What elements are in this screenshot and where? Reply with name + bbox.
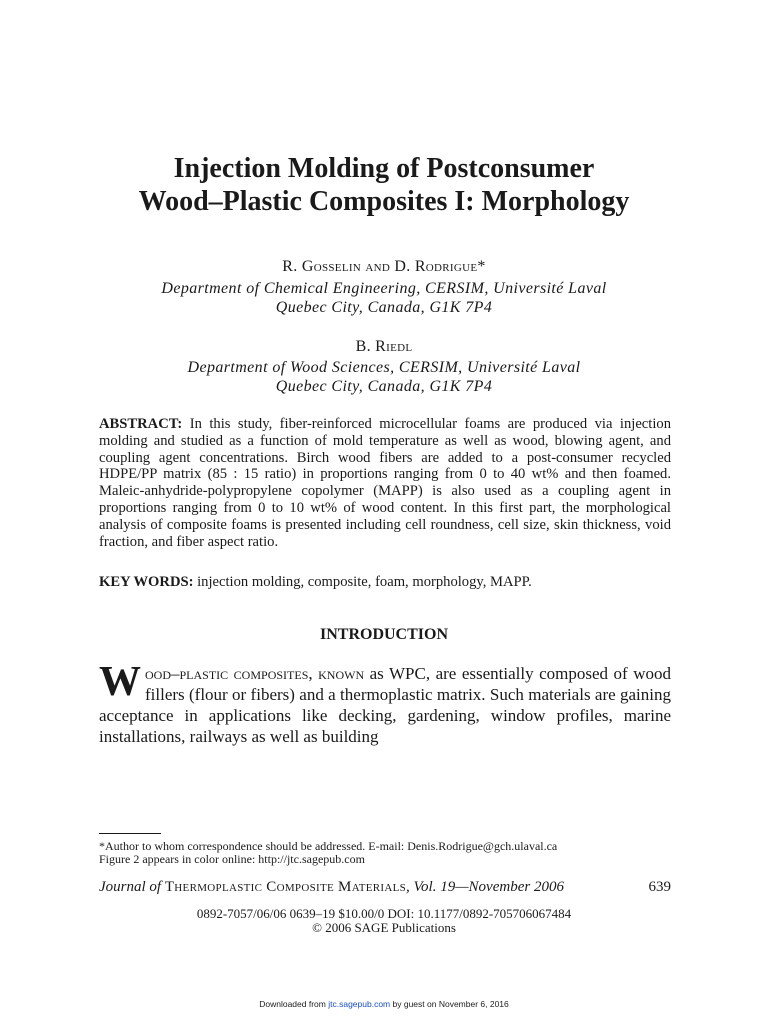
keywords-label: KEY WORDS:: [99, 574, 194, 590]
drop-cap: W: [99, 659, 141, 705]
section-heading-introduction: INTRODUCTION: [319, 626, 448, 643]
affiliation-1-line-1: Department of Chemical Engineering, CERSIM, Université Laval: [161, 280, 607, 297]
abstract-text: In this study, fiber-reinforced microcellular foams are produced via injection molding and studied as a function of mold temperature as well as wood, blowing agent, and coupling agent concentrations. Birch wood fibers are added to a post-consumer recycled HDPE/PP matrix (85 : 15 ratio) in proportions ranging from 0 to 40 wt% and then foamed. Maleic-anhydride-polypropylene copolymer (MAPP) is also used as a coupling agent in proportions ranging from 0 to 10 wt% of wood content. In this first part, the morphological analysis of composite foams is presented including cell roundness, cell size, skin thickness, void fraction, and fiber aspect ratio.: [99, 416, 671, 550]
footnote-correspondence: *Author to whom correspondence should be addressed. E-mail: Denis.Rodrigue@gch.ulaval.ca: [99, 839, 558, 853]
affiliation-1-line-2: Quebec City, Canada, G1K 7P4: [275, 299, 493, 316]
abstract: [99, 416, 671, 550]
affiliation-2-line-1: Department of Wood Sciences, CERSIM, Université Laval: [187, 359, 581, 376]
journal-volume: , Vol. 19—November 2006: [406, 879, 564, 895]
paper-title-line-2: Wood–Plastic Composites I: Morphology: [138, 186, 630, 217]
journal-prefix: Journal of: [99, 879, 162, 895]
affiliation-2-line-2: Quebec City, Canada, G1K 7P4: [275, 378, 493, 395]
abstract-label: ABSTRACT:: [99, 416, 183, 432]
introduction-paragraph: [99, 659, 672, 747]
author-group-2: B. Riedl: [355, 338, 413, 355]
download-notice: [0, 999, 768, 1009]
footnote-figure-color: Figure 2 appears in color online: http://jtc.sagepub.com: [99, 852, 365, 866]
keywords-text: injection molding, composite, foam, morphology, MAPP.: [197, 574, 532, 590]
journal-name: Thermoplastic Composite Materials: [164, 879, 407, 895]
download-prefix: Downloaded from: [259, 999, 326, 1009]
footnote-rule: [99, 833, 161, 834]
keywords: [99, 574, 671, 591]
download-suffix: by guest on November 6, 2016: [392, 999, 509, 1009]
journal-line: [99, 879, 671, 896]
copyright: © 2006 SAGE Publications: [312, 920, 456, 935]
intro-smallcaps-lead: ood–plastic composites, known: [145, 664, 365, 683]
page-number: 639: [648, 879, 671, 895]
download-link[interactable]: jtc.sagepub.com: [328, 999, 391, 1009]
introduction-text: as WPC, are essentially composed of wood fillers (flour or fibers) and a thermoplastic matrix. Such materials are gaining acceptance in applications like decking, gardening, window profiles, marine installations, railways as well as building: [99, 664, 672, 746]
paper-title-line-1: Injection Molding of Postconsumer: [173, 153, 595, 184]
author-group-1: R. Gosselin and D. Rodrigue*: [282, 258, 486, 275]
publication-ids: 0892-7057/06/06 0639–19 $10.00/0 DOI: 10.1177/0892-705706067484: [196, 906, 572, 921]
